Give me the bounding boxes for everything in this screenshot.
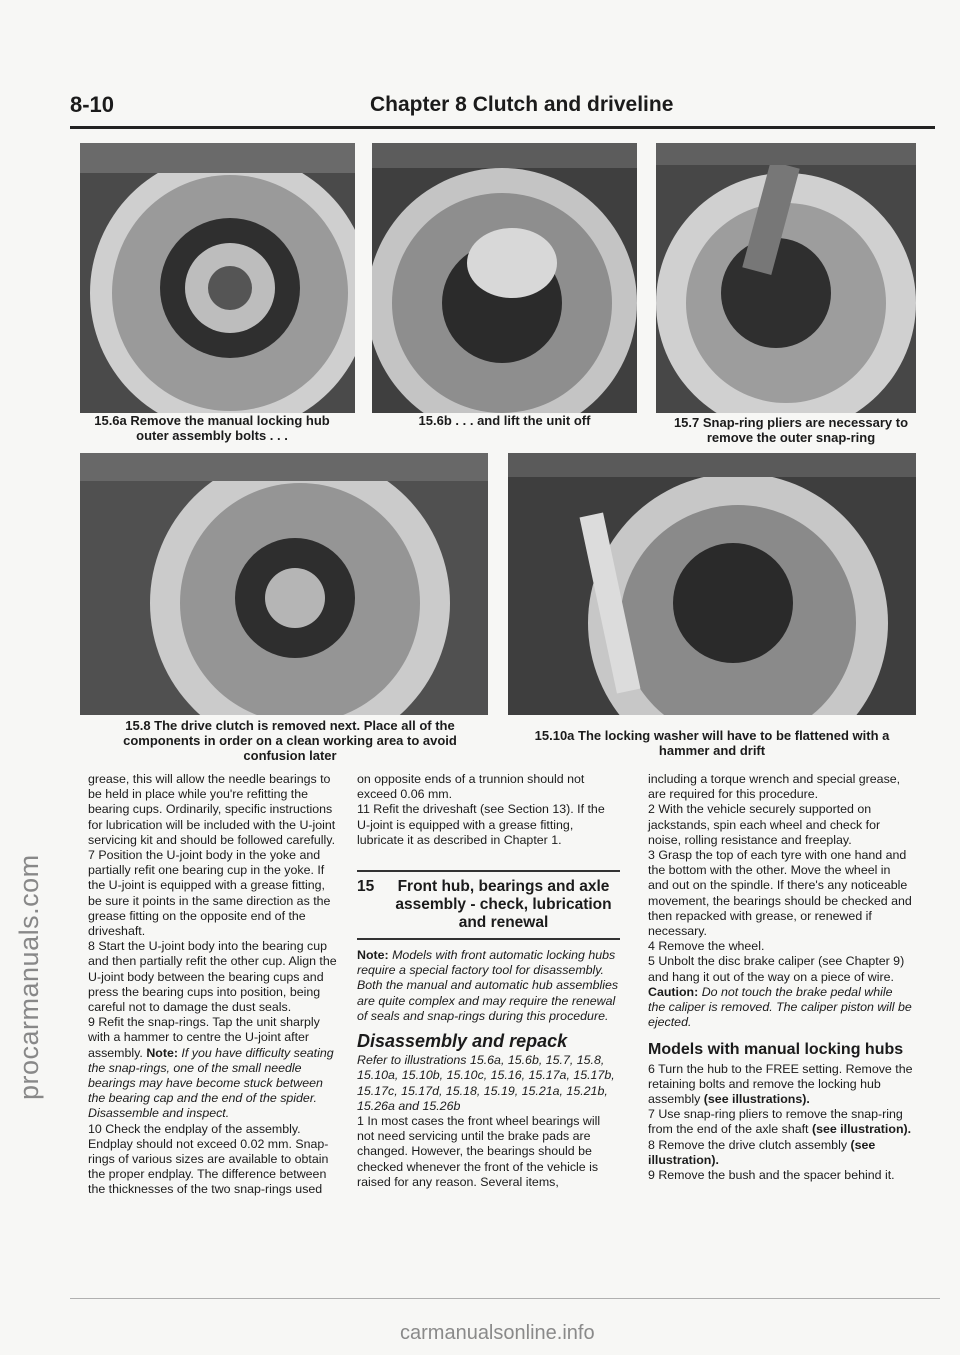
caption-15-10a: 15.10a The locking washer will have to be flattened with a hammer and drift (534, 728, 890, 758)
text-column-1 (88, 772, 338, 1198)
paragraph: including a torque wrench and special grease, are required for this procedure. (648, 772, 901, 802)
page-header (70, 86, 935, 126)
text-column-3 (648, 772, 913, 1183)
caption-15-6a: 15.6a Remove the manual locking hub outer assembly bolts . . . (94, 413, 330, 443)
caption-15-8: 15.8 The drive clutch is removed next. Place all of the components in order on a clean working area to avoid confusion later (123, 718, 457, 763)
paragraph: 11 Refit the driveshaft (see Section 13). If the U-joint is equipped with a grease fitting, lubricate it as described in Chapter 1. (357, 802, 605, 847)
section-heading (357, 878, 620, 932)
illustration-ref: (see illustrations). (703, 1092, 810, 1107)
section-title: Front hub, bearings and axle assembly - check, lubrication and renewal (395, 878, 612, 932)
paragraph-text: 9 Refit the snap-rings. Tap the unit sharply with a hammer to centre the U-joint after assembly. (88, 1015, 320, 1060)
footer-rule (70, 1298, 940, 1299)
note-text: Models with front automatic locking hubs require a special factory tool for disassembly. Both the manual and automatic hub assemblies are quite complex and may require the renewal of seals and snap-rings during this procedure. (357, 948, 619, 1023)
illustration-ref: (see illustration). (648, 1137, 876, 1167)
side-watermark-text: procarmanuals.com (14, 854, 44, 1100)
paragraph-text: 7 Use snap-ring pliers to remove the snap-ring from the end of the axle shaft (648, 1107, 903, 1137)
paragraph: 3 Grasp the top of each tyre with one hand and the bottom with the other. Move the wheel in and out on the spindle. If there's any noticeable movement, the bearings should be checked and then repacked with grease, or renewed if necessary. (648, 848, 912, 939)
caption-15-6b: 15.6b . . . and lift the unit off (418, 413, 591, 428)
caution-text: Do not touch the brake pedal while the caliper is removed. The caliper piston will be ejected. (648, 984, 912, 1030)
photo-15-6a (80, 143, 355, 413)
subheading-disassembly: Disassembly and repack (357, 1031, 568, 1052)
note-text: If you have difficulty seating the snap-rings, one of the small needle bearings may have become stuck between the bearing cap and the end of the spider. Disassemble and inspect. (88, 1045, 334, 1121)
subheading-manual-hubs: Models with manual locking hubs (648, 1041, 904, 1059)
note-label: Note: (146, 1045, 178, 1060)
section-number: 15 (357, 878, 375, 896)
paragraph: 8 Start the U-joint body into the bearing cup and then partially refit the other cup. Align the U-joint body between the bearing cups and press the bearing cups into position, being careful not to damage the dust seals. (88, 939, 337, 1015)
photo-15-8 (80, 453, 488, 715)
side-watermark (8, 540, 44, 1100)
paragraph: 7 Position the U-joint body in the yoke and partially refit one bearing cup in the yoke. If the U-joint is equipped with a grease fitting, be sure it points in the same direction as the grease fitting on the opposite end of the driveshaft. (88, 848, 331, 939)
paragraph: 4 Remove the wheel. (648, 939, 765, 954)
note-label: Note: (357, 948, 389, 963)
caution-label: Caution: (648, 984, 699, 999)
bottom-watermark: carmanualsonline.info (400, 1322, 595, 1344)
paragraph: 1 In most cases the front wheel bearings will not need servicing until the brake pads are changed. However, the bearings should be checked whenever the front of the vehicle is raised for any reason. Several items, (357, 1114, 601, 1189)
header-rule (70, 126, 935, 129)
section-rule-top (357, 870, 620, 872)
section-rule-bottom (357, 938, 620, 940)
photo-15-7 (656, 143, 916, 413)
paragraph (648, 1138, 913, 1168)
page-number: 8-10 (70, 92, 115, 117)
photo-15-6b (372, 143, 637, 413)
illustration-ref: (see illustration). (811, 1122, 912, 1137)
paragraph: grease, this will allow the needle bearings to be held in place while you're refitting the bearing cups. Ordinarily, specific instructions for lubrication will be included with the U-joint servicing kit and should be followed carefully. (88, 772, 336, 847)
text-column-2 (357, 772, 620, 1190)
photo-15-10a (508, 453, 916, 715)
paragraph-text: 8 Remove the drive clutch assembly (648, 1137, 851, 1152)
paragraph: 10 Check the endplay of the assembly. Endplay should not exceed 0.02 mm. Snap-rings of various sizes are available to obtain the proper endplay. The difference between the thicknesses of the two snap-rings used (88, 1121, 329, 1197)
paragraph-text: 6 Turn the hub to the FREE setting. Remove the retaining bolts and remove the locking hub assembly (648, 1061, 913, 1107)
caption-15-7: 15.7 Snap-ring pliers are necessary to remove the outer snap-ring (673, 415, 909, 445)
paragraph: 9 Remove the bush and the spacer behind it. (648, 1168, 895, 1183)
paragraph (648, 954, 913, 1030)
illustration-references: Refer to illustrations 15.6a, 15.6b, 15.7, 15.8, 15.10a, 15.10b, 15.10c, 15.16, 15.17a, 15.17b, 15.17c, 15.17d, 15.18, 15.19, 15.21a, 15.21b, 15.26a and 15.26b (357, 1053, 615, 1113)
paragraph-text: 5 Unbolt the disc brake caliper (see Chapter 9) and hang it out of the way on a piece of wire. (648, 954, 905, 984)
paragraph: on opposite ends of a trunnion should not exceed 0.06 mm. (357, 772, 585, 802)
paragraph (648, 1062, 913, 1108)
chapter-title: Chapter 8 Clutch and driveline (370, 93, 674, 116)
paragraph (88, 1015, 338, 1121)
note (357, 948, 620, 1024)
paragraph (648, 1107, 913, 1137)
paragraph: 2 With the vehicle securely supported on jackstands, spin each wheel and check for noise, rolling resistance and freeplay. (648, 802, 881, 847)
